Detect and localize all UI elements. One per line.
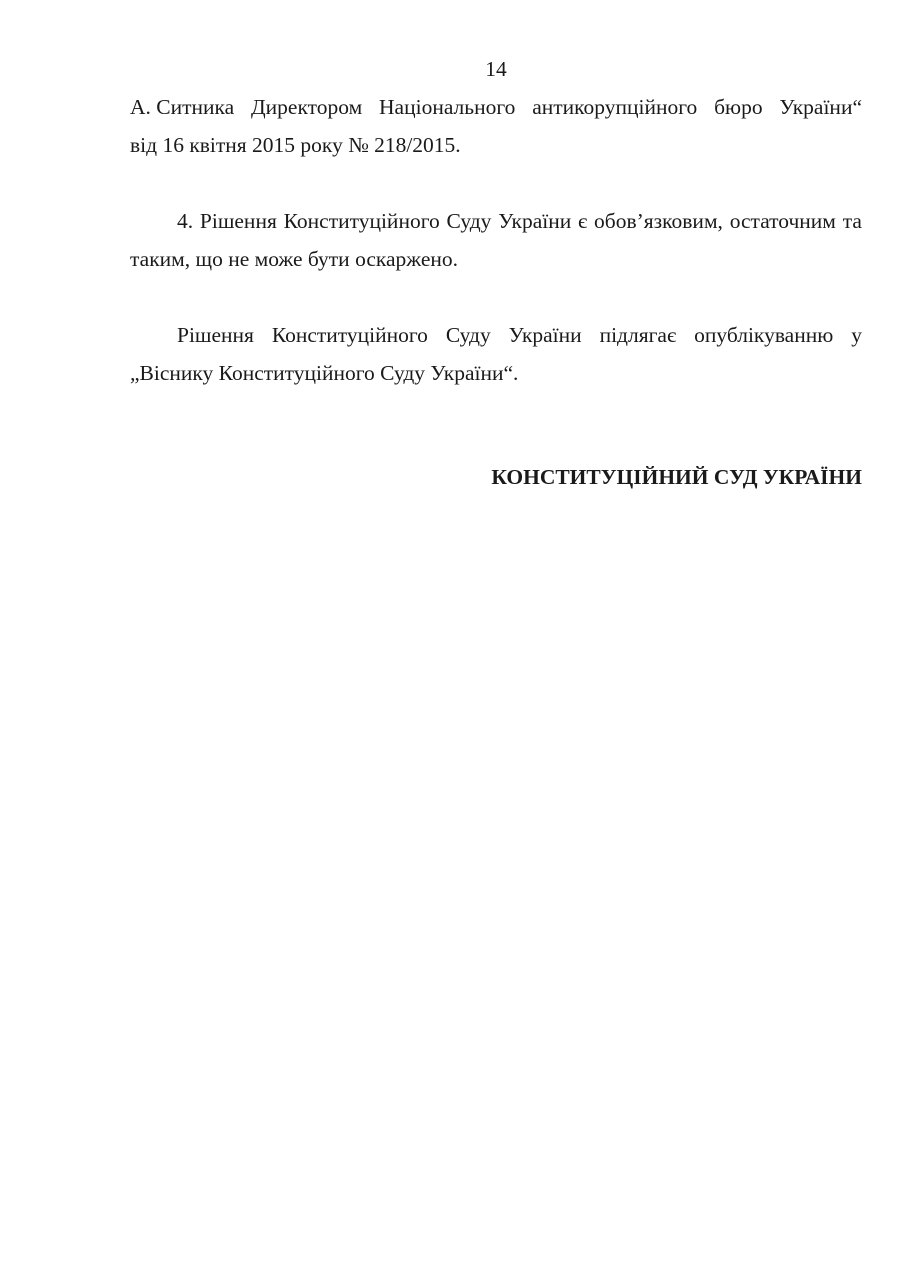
paragraph — [130, 202, 862, 278]
text-line: „Віснику Конституційного Суду України“. — [130, 361, 519, 385]
page-number: 14 — [485, 57, 507, 81]
text-line: від 16 квітня 2015 року № 218/2015. — [130, 133, 461, 157]
text-line: А. Ситника Директором Національного антикорупційного бюро України“ — [130, 95, 862, 119]
text-line: таким, що не може бути оскаржено. — [130, 247, 459, 271]
text-line: 4. Рішення Конституційного Суду України є обов’язковим, остаточним та — [177, 209, 862, 233]
text-line: Рішення Конституційного Суду України підлягає опублікуванню у — [177, 323, 862, 347]
court-signature: КОНСТИТУЦІЙНИЙ СУД УКРАЇНИ — [491, 465, 862, 489]
document-body — [130, 50, 862, 496]
paragraph — [130, 316, 862, 392]
paragraph — [130, 88, 862, 164]
